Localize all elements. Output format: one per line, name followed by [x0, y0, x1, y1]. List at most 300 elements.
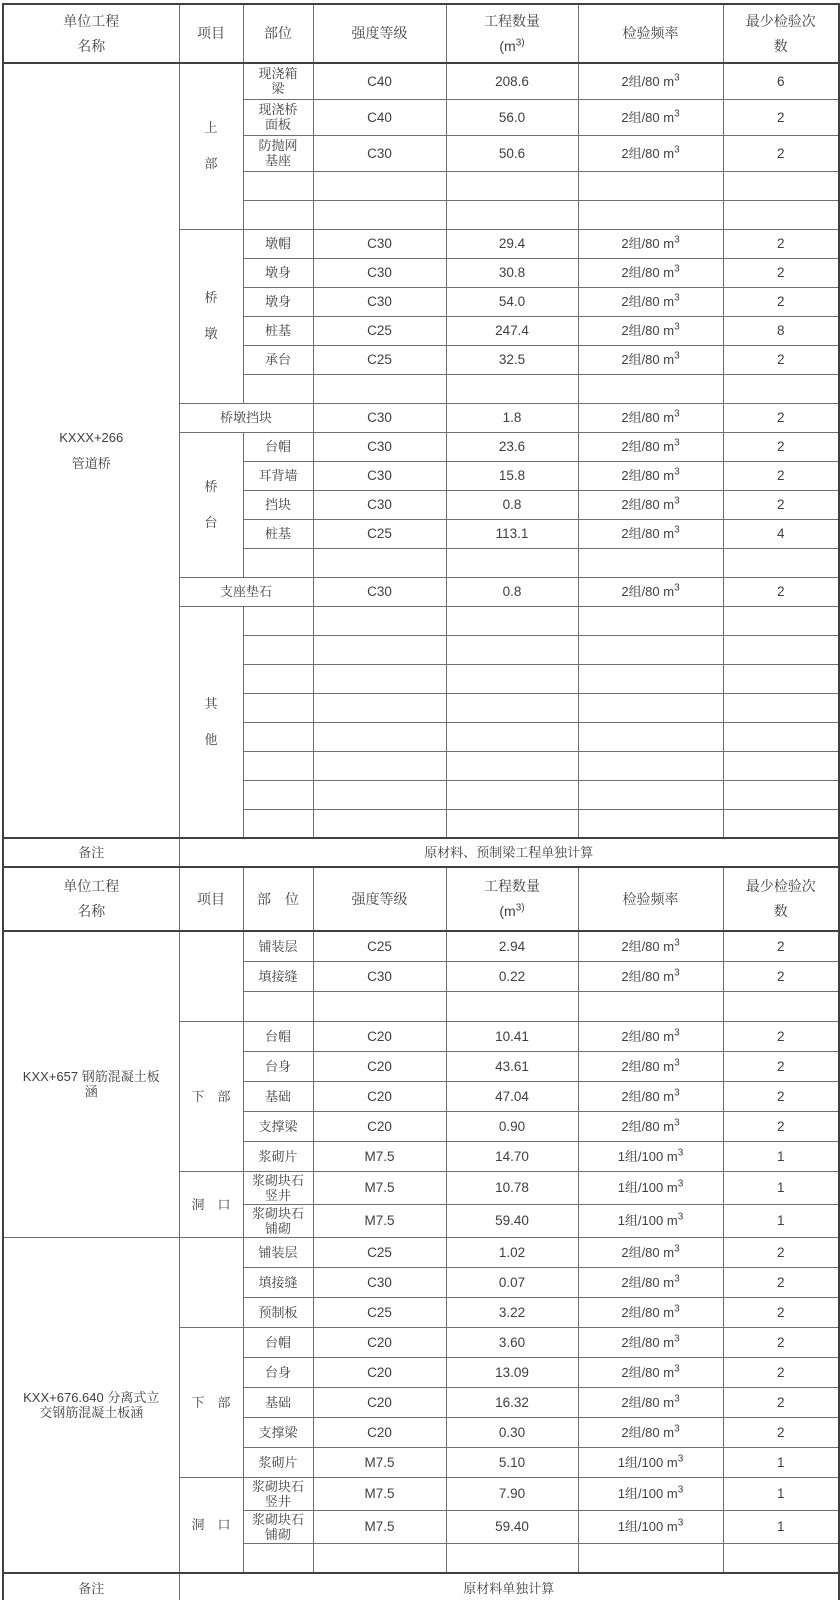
part-cell	[243, 200, 313, 229]
quantity-cell: 30.8	[446, 258, 578, 287]
strength-grade-cell: C20	[313, 1051, 446, 1081]
superscript: 3	[674, 1333, 680, 1345]
part-cell: 台身	[243, 1051, 313, 1081]
part-cell: 台身	[243, 1357, 313, 1387]
min-count-cell: 2	[723, 99, 839, 135]
part-cell: 台帽	[243, 432, 313, 461]
min-count-cell: 2	[723, 931, 839, 961]
frequency-cell: 2组/80 $m^3$	[578, 258, 723, 287]
strength-grade-cell: M7.5	[313, 1204, 446, 1237]
part-cell: 浆砌片	[243, 1447, 313, 1477]
superscript: 3	[674, 1363, 680, 1375]
quantity-cell: 59.40	[446, 1204, 578, 1237]
min-count-cell: 2	[723, 403, 839, 432]
superscript: 3	[674, 495, 680, 507]
frequency-cell: 2组/80 $m^3$	[578, 403, 723, 432]
part-cell	[243, 1543, 313, 1573]
strength-grade-cell: C25	[313, 316, 446, 345]
remark-text-cell: 原材料、预制梁工程单独计算	[179, 838, 839, 867]
strength-grade-cell	[313, 991, 446, 1021]
quantity-cell	[446, 780, 578, 809]
header-strength-grade: 强度等级	[313, 867, 446, 931]
frequency-cell: 2组/80 $m^3$	[578, 99, 723, 135]
min-count-cell: 2	[723, 345, 839, 374]
strength-grade-cell: C20	[313, 1021, 446, 1051]
frequency-cell: 2组/80 $m^3$	[578, 135, 723, 171]
superscript: 3	[674, 321, 680, 333]
item-cell: 上 部	[179, 63, 243, 229]
item-part-merged-cell: 支座垫石	[179, 577, 313, 606]
frequency-cell: 2组/80 $m^3$	[578, 461, 723, 490]
part-cell	[243, 991, 313, 1021]
part-cell	[243, 664, 313, 693]
min-count-cell	[723, 664, 839, 693]
quantity-cell: 54.0	[446, 287, 578, 316]
superscript: 3	[674, 1057, 680, 1069]
part-cell: 浆砌块石 竖井	[243, 1477, 313, 1510]
unit-name-cell: KXXX+266 管道桥	[3, 63, 179, 838]
quantity-cell: 29.4	[446, 229, 578, 258]
quantity-cell: 0.22	[446, 961, 578, 991]
strength-grade-cell: C25	[313, 1237, 446, 1267]
superscript: 3	[674, 108, 680, 120]
min-count-cell: 1	[723, 1447, 839, 1477]
min-count-cell: 1	[723, 1510, 839, 1543]
part-cell: 桩基	[243, 316, 313, 345]
part-cell: 承台	[243, 345, 313, 374]
part-cell	[243, 693, 313, 722]
quantity-cell: 13.09	[446, 1357, 578, 1387]
superscript: 3	[674, 937, 680, 949]
min-count-cell: 2	[723, 1051, 839, 1081]
frequency-cell	[578, 693, 723, 722]
remark-row	[3, 1573, 839, 1600]
min-count-cell	[723, 606, 839, 635]
superscript: 3	[674, 350, 680, 362]
part-cell: 墩身	[243, 287, 313, 316]
strength-grade-cell: C30	[313, 1267, 446, 1297]
frequency-cell: 2组/80 $m^3$	[578, 229, 723, 258]
min-count-cell	[723, 693, 839, 722]
strength-grade-cell: C30	[313, 135, 446, 171]
part-cell: 墩帽	[243, 229, 313, 258]
part-cell: 铺装层	[243, 931, 313, 961]
part-cell: 铺装层	[243, 1237, 313, 1267]
strength-grade-cell	[313, 374, 446, 403]
min-count-cell: 2	[723, 961, 839, 991]
min-count-cell: 2	[723, 577, 839, 606]
min-count-cell: 2	[723, 432, 839, 461]
frequency-cell	[578, 374, 723, 403]
header-part: 部位	[243, 4, 313, 63]
superscript: 3	[674, 967, 680, 979]
part-cell: 浆砌块石 铺砌	[243, 1510, 313, 1543]
quantity-cell: 56.0	[446, 99, 578, 135]
quantity-cell	[446, 548, 578, 577]
quantity-cell: 3.60	[446, 1327, 578, 1357]
superscript: 3	[677, 1453, 684, 1465]
superscript: 3	[677, 1147, 684, 1159]
min-count-cell: 2	[723, 1267, 839, 1297]
quantity-cell: 43.61	[446, 1051, 578, 1081]
strength-grade-cell: M7.5	[313, 1141, 446, 1171]
quantity-cell: 247.4	[446, 316, 578, 345]
frequency-cell: 2组/80 $m^3$	[578, 1327, 723, 1357]
part-cell: 浆砌块石 竖井	[243, 1171, 313, 1204]
quantity-cell: 0.8	[446, 577, 578, 606]
strength-grade-cell	[313, 751, 446, 780]
quantity-cell: 3.22	[446, 1297, 578, 1327]
superscript: 3)	[515, 902, 525, 914]
superscript: 3	[674, 1393, 680, 1405]
strength-grade-cell: C25	[313, 931, 446, 961]
quantity-cell: 113.1	[446, 519, 578, 548]
part-cell: 基础	[243, 1081, 313, 1111]
strength-grade-cell: C30	[313, 490, 446, 519]
superscript: 3)	[515, 36, 525, 48]
superscript: 3	[674, 292, 680, 304]
frequency-cell	[578, 722, 723, 751]
table-row	[3, 1237, 839, 1267]
min-count-cell	[723, 635, 839, 664]
quantity-cell	[446, 1543, 578, 1573]
part-cell: 台帽	[243, 1021, 313, 1051]
part-cell	[243, 751, 313, 780]
item-cell: 其 他	[179, 606, 243, 838]
item-cell: 洞 口	[179, 1171, 243, 1237]
min-count-cell: 2	[723, 461, 839, 490]
min-count-cell	[723, 991, 839, 1021]
table-row	[3, 63, 839, 99]
strength-grade-cell: C20	[313, 1081, 446, 1111]
part-cell: 防抛网 基座	[243, 135, 313, 171]
quantity-cell: 0.30	[446, 1417, 578, 1447]
header-item: 项目	[179, 4, 243, 63]
min-count-cell: 1	[723, 1141, 839, 1171]
remark-label-cell: 备注	[3, 838, 179, 867]
frequency-cell	[578, 809, 723, 838]
frequency-cell: 2组/80 $m^3$	[578, 1297, 723, 1327]
unit-name-cell: KXX+676.640 分离式立 交钢筋混凝土板涵	[3, 1237, 179, 1573]
quantity-cell	[446, 722, 578, 751]
quantity-cell: 23.6	[446, 432, 578, 461]
frequency-cell: 1组/100 $m^3$	[578, 1477, 723, 1510]
remark-text-cell: 原材料单独计算	[179, 1573, 839, 1600]
min-count-cell: 1	[723, 1477, 839, 1510]
superscript: 3	[674, 1087, 680, 1099]
quantity-cell: 0.07	[446, 1267, 578, 1297]
strength-grade-cell: C25	[313, 345, 446, 374]
header-item: 项目	[179, 867, 243, 931]
strength-grade-cell: C20	[313, 1357, 446, 1387]
quantity-cell: 208.6	[446, 63, 578, 99]
quantity-cell	[446, 635, 578, 664]
min-count-cell	[723, 374, 839, 403]
frequency-cell: 2组/80 $m^3$	[578, 1417, 723, 1447]
quantity-cell	[446, 991, 578, 1021]
frequency-cell: 2组/80 $m^3$	[578, 1021, 723, 1051]
header-quantity: 工程数量 ($m^{3)}$	[446, 4, 578, 63]
part-cell: 基础	[243, 1387, 313, 1417]
frequency-cell: 2组/80 $m^3$	[578, 931, 723, 961]
strength-grade-cell: C40	[313, 63, 446, 99]
item-cell: 下 部	[179, 1021, 243, 1171]
header-row	[3, 4, 839, 63]
header-inspection-frequency: 检验频率	[578, 867, 723, 931]
part-cell	[243, 635, 313, 664]
strength-grade-cell	[313, 635, 446, 664]
min-count-cell: 2	[723, 1021, 839, 1051]
superscript: 3	[674, 1027, 680, 1039]
frequency-cell: 1组/100 $m^3$	[578, 1510, 723, 1543]
superscript: 3	[674, 524, 680, 536]
header-strength-grade: 强度等级	[313, 4, 446, 63]
frequency-cell: 2组/80 $m^3$	[578, 316, 723, 345]
quantity-cell: 47.04	[446, 1081, 578, 1111]
header-unit-project-name: 单位工程 名称	[3, 867, 179, 931]
part-cell: 挡块	[243, 490, 313, 519]
remark-label-cell: 备注	[3, 1573, 179, 1600]
header-inspection-frequency: 检验频率	[578, 4, 723, 63]
header-min-inspection-count: 最少检验次 数	[723, 867, 839, 931]
min-count-cell	[723, 171, 839, 200]
header-unit-project-name: 单位工程 名称	[3, 4, 179, 63]
quantity-cell: 10.41	[446, 1021, 578, 1051]
superscript: 3	[674, 1243, 680, 1255]
frequency-cell: 2组/80 $m^3$	[578, 345, 723, 374]
header-part: 部 位	[243, 867, 313, 931]
quantity-cell	[446, 693, 578, 722]
frequency-cell: 2组/80 $m^3$	[578, 1051, 723, 1081]
min-count-cell: 2	[723, 1387, 839, 1417]
part-cell: 填接缝	[243, 1267, 313, 1297]
min-count-cell	[723, 200, 839, 229]
frequency-cell: 2组/80 $m^3$	[578, 1081, 723, 1111]
quantity-cell	[446, 606, 578, 635]
superscript: 3	[674, 72, 680, 84]
min-count-cell: 2	[723, 135, 839, 171]
superscript: 3	[677, 1178, 684, 1190]
item-part-merged-cell: 桥墩挡块	[179, 403, 313, 432]
frequency-cell	[578, 1543, 723, 1573]
strength-grade-cell	[313, 664, 446, 693]
min-count-cell: 2	[723, 258, 839, 287]
strength-grade-cell	[313, 548, 446, 577]
quantity-cell: 32.5	[446, 345, 578, 374]
frequency-cell: 2组/80 $m^3$	[578, 1111, 723, 1141]
superscript: 3	[674, 1303, 680, 1315]
frequency-cell: 1组/100 $m^3$	[578, 1141, 723, 1171]
quantity-cell: 50.6	[446, 135, 578, 171]
superscript: 3	[674, 1273, 680, 1285]
frequency-cell: 2组/80 $m^3$	[578, 1237, 723, 1267]
quantity-cell: 1.8	[446, 403, 578, 432]
frequency-cell: 2组/80 $m^3$	[578, 490, 723, 519]
strength-grade-cell	[313, 722, 446, 751]
strength-grade-cell	[313, 171, 446, 200]
part-cell: 浆砌块石 铺砌	[243, 1204, 313, 1237]
strength-grade-cell: M7.5	[313, 1171, 446, 1204]
min-count-cell	[723, 1543, 839, 1573]
superscript: 3	[674, 466, 680, 478]
min-count-cell: 2	[723, 229, 839, 258]
quantity-cell: 0.8	[446, 490, 578, 519]
min-count-cell: 4	[723, 519, 839, 548]
part-cell	[243, 548, 313, 577]
table-row	[3, 931, 839, 961]
quantity-cell	[446, 809, 578, 838]
min-count-cell: 2	[723, 1357, 839, 1387]
min-count-cell: 1	[723, 1171, 839, 1204]
frequency-cell: 1组/100 $m^3$	[578, 1447, 723, 1477]
strength-grade-cell: C20	[313, 1327, 446, 1357]
part-cell: 浆砌片	[243, 1141, 313, 1171]
superscript: 3	[677, 1484, 684, 1496]
quantity-cell	[446, 171, 578, 200]
min-count-cell: 2	[723, 1081, 839, 1111]
frequency-cell	[578, 780, 723, 809]
quantity-cell: 16.32	[446, 1387, 578, 1417]
min-count-cell	[723, 780, 839, 809]
frequency-cell: 1组/100 $m^3$	[578, 1204, 723, 1237]
unit-name-cell: KXX+657 钢筋混凝土板 涵	[3, 931, 179, 1237]
quantity-cell: 59.40	[446, 1510, 578, 1543]
min-count-cell: 2	[723, 1237, 839, 1267]
frequency-cell: 2组/80 $m^3$	[578, 519, 723, 548]
min-count-cell: 2	[723, 1297, 839, 1327]
strength-grade-cell: C40	[313, 99, 446, 135]
min-count-cell: 2	[723, 287, 839, 316]
strength-grade-cell: C30	[313, 258, 446, 287]
frequency-cell: 2组/80 $m^3$	[578, 432, 723, 461]
strength-grade-cell: C25	[313, 1297, 446, 1327]
strength-grade-cell: C30	[313, 287, 446, 316]
frequency-cell: 1组/100 $m^3$	[578, 1171, 723, 1204]
item-cell: 下 部	[179, 1327, 243, 1477]
strength-grade-cell: M7.5	[313, 1510, 446, 1543]
quantity-cell: 0.90	[446, 1111, 578, 1141]
part-cell: 桩基	[243, 519, 313, 548]
strength-grade-cell: C30	[313, 577, 446, 606]
superscript: 3	[674, 437, 680, 449]
frequency-cell: 2组/80 $m^3$	[578, 1387, 723, 1417]
item-cell	[179, 931, 243, 1021]
strength-grade-cell: M7.5	[313, 1477, 446, 1510]
superscript: 3	[674, 1423, 680, 1435]
frequency-cell: 2组/80 $m^3$	[578, 1267, 723, 1297]
frequency-cell: 2组/80 $m^3$	[578, 63, 723, 99]
item-cell: 洞 口	[179, 1477, 243, 1573]
part-cell	[243, 722, 313, 751]
part-cell: 墩身	[243, 258, 313, 287]
strength-grade-cell: C20	[313, 1111, 446, 1141]
min-count-cell: 2	[723, 1327, 839, 1357]
quantity-cell: 14.70	[446, 1141, 578, 1171]
strength-grade-cell: C30	[313, 229, 446, 258]
part-cell	[243, 780, 313, 809]
min-count-cell: 2	[723, 1111, 839, 1141]
strength-grade-cell: M7.5	[313, 1447, 446, 1477]
strength-grade-cell: C30	[313, 432, 446, 461]
frequency-cell	[578, 548, 723, 577]
part-cell	[243, 809, 313, 838]
superscript: 3	[674, 144, 680, 156]
frequency-cell	[578, 171, 723, 200]
part-cell: 支撑梁	[243, 1417, 313, 1447]
strength-grade-cell	[313, 1543, 446, 1573]
quantity-cell: 1.02	[446, 1237, 578, 1267]
item-cell	[179, 1237, 243, 1327]
quantity-cell: 2.94	[446, 931, 578, 961]
min-count-cell: 1	[723, 1204, 839, 1237]
strength-grade-cell: C30	[313, 961, 446, 991]
strength-grade-cell: C30	[313, 461, 446, 490]
superscript: 3	[674, 582, 680, 594]
quantity-cell	[446, 664, 578, 693]
superscript: 3	[674, 263, 680, 275]
frequency-cell	[578, 635, 723, 664]
frequency-cell: 2组/80 $m^3$	[578, 287, 723, 316]
frequency-cell	[578, 751, 723, 780]
part-cell: 耳背墙	[243, 461, 313, 490]
strength-grade-cell	[313, 606, 446, 635]
superscript: 3	[674, 234, 680, 246]
strength-grade-cell	[313, 693, 446, 722]
part-cell: 支撑梁	[243, 1111, 313, 1141]
header-row	[3, 867, 839, 931]
quantity-cell	[446, 374, 578, 403]
part-cell	[243, 374, 313, 403]
frequency-cell	[578, 606, 723, 635]
inspection-table-2	[2, 866, 840, 1600]
remark-row	[3, 838, 839, 867]
frequency-cell	[578, 991, 723, 1021]
strength-grade-cell: C30	[313, 403, 446, 432]
frequency-cell: 2组/80 $m^3$	[578, 1357, 723, 1387]
frequency-cell: 2组/80 $m^3$	[578, 577, 723, 606]
min-count-cell	[723, 751, 839, 780]
superscript: 3	[674, 408, 680, 420]
item-cell: 桥 墩	[179, 229, 243, 403]
part-cell	[243, 171, 313, 200]
superscript: 3	[677, 1211, 684, 1223]
header-quantity: 工程数量 ($m^{3)}$	[446, 867, 578, 931]
strength-grade-cell: C25	[313, 519, 446, 548]
strength-grade-cell	[313, 200, 446, 229]
part-cell: 台帽	[243, 1327, 313, 1357]
item-cell: 桥 台	[179, 432, 243, 577]
part-cell	[243, 606, 313, 635]
inspection-table-1	[2, 3, 840, 868]
min-count-cell: 2	[723, 1417, 839, 1447]
min-count-cell	[723, 722, 839, 751]
min-count-cell: 2	[723, 490, 839, 519]
quantity-cell: 7.90	[446, 1477, 578, 1510]
part-cell: 现浇桥 面板	[243, 99, 313, 135]
min-count-cell: 8	[723, 316, 839, 345]
quantity-cell: 5.10	[446, 1447, 578, 1477]
min-count-cell	[723, 809, 839, 838]
quantity-cell: 15.8	[446, 461, 578, 490]
quantity-cell	[446, 751, 578, 780]
quantity-cell	[446, 200, 578, 229]
header-min-inspection-count: 最少检验次 数	[723, 4, 839, 63]
part-cell: 现浇箱 梁	[243, 63, 313, 99]
strength-grade-cell	[313, 809, 446, 838]
frequency-cell	[578, 664, 723, 693]
part-cell: 填接缝	[243, 961, 313, 991]
quantity-cell: 10.78	[446, 1171, 578, 1204]
